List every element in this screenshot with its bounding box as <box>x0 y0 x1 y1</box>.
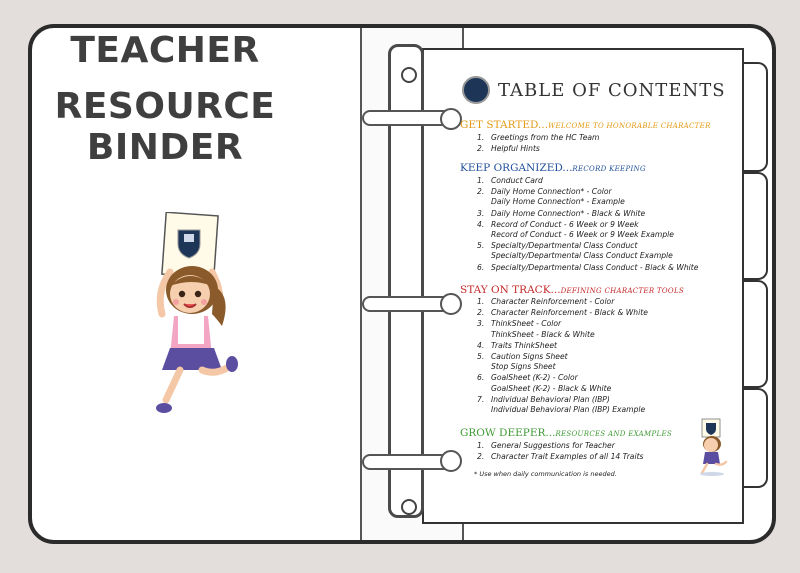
list-item[interactable]: 4. Record of Conduct - 6 Week or 9 Week Record of Conduct - 6 Week or 9 Week Example <box>477 219 674 240</box>
ring-knob-1 <box>440 108 462 130</box>
section-items-grow-deeper <box>477 441 644 463</box>
section-heading-grow-deeper: GROW DEEPER...RESOURCES AND EXAMPLES <box>460 427 672 439</box>
list-item[interactable]: 2. Helpful Hints <box>477 144 540 154</box>
list-item[interactable]: 3. ThinkSheet - Color ThinkSheet - Black & White <box>477 319 595 339</box>
rail-hole-top <box>401 67 417 83</box>
divider-tab-4[interactable] <box>740 388 768 488</box>
small-girl-illustration <box>690 418 734 476</box>
cover-title-line2: RESOURCE BINDER <box>54 86 276 168</box>
section-items-get-started <box>477 133 599 155</box>
list-item[interactable]: 6. Specialty/Departmental Class Conduct - Black & White <box>477 262 699 272</box>
list-item[interactable]: 4. Traits ThinkSheet <box>477 340 558 350</box>
toc-title: TABLE OF CONTENTS <box>498 80 726 101</box>
girl-illustration <box>140 212 250 422</box>
list-item[interactable]: 5. Caution Signs Sheet Stop Signs Sheet <box>477 352 568 372</box>
list-item[interactable]: 3. Daily Home Connection* - Black & White <box>477 208 646 218</box>
section-items-stay-on-track <box>477 297 648 416</box>
toc-header <box>462 76 726 106</box>
list-item[interactable]: 5. Specialty/Departmental Class Conduct Specialty/Departmental Class Conduct Example <box>477 241 673 261</box>
divider-tab-2[interactable] <box>740 172 768 280</box>
ring-knob-3 <box>440 450 462 472</box>
list-item[interactable]: 1. Character Reinforcement - Color <box>477 297 615 306</box>
rail-hole-bottom <box>401 499 417 515</box>
section-items-keep-organized <box>477 176 698 274</box>
footnote: * Use when daily communication is needed. <box>474 470 617 478</box>
divider-tab-3[interactable] <box>740 280 768 388</box>
divider-tab-1[interactable] <box>740 62 768 172</box>
list-item[interactable]: 1. Greetings from the HC Team <box>477 133 600 142</box>
list-item[interactable]: 2. Daily Home Connection* - Color Daily Home Connection* - Example <box>477 187 625 207</box>
list-item[interactable]: 2. Character Trait Examples of all 14 Traits <box>477 452 644 462</box>
list-item[interactable]: 1. Conduct Card <box>477 176 543 185</box>
list-item[interactable]: 2. Character Reinforcement - Black & White <box>477 308 648 318</box>
honorable-character-seal-icon <box>462 76 490 104</box>
list-item[interactable]: 7. Individual Behavioral Plan (IBP) Individual Behavioral Plan (IBP) Example <box>477 394 646 415</box>
section-heading-keep-organized: KEEP ORGANIZED...RECORD KEEPING <box>460 162 646 174</box>
ring-knob-2 <box>440 293 462 315</box>
section-heading-get-started: GET STARTED...WELCOME TO HONORABLE CHARACTER <box>460 119 711 131</box>
list-item[interactable]: 6. GoalSheet (K-2) - Color GoalSheet (K-2) - Black & White <box>477 373 612 393</box>
cover-title-line1: TEACHER <box>70 30 260 71</box>
section-heading-stay-on-track: STAY ON TRACK...DEFINING CHARACTER TOOLS <box>460 284 685 296</box>
list-item[interactable]: 1. General Suggestions for Teacher <box>477 441 615 450</box>
